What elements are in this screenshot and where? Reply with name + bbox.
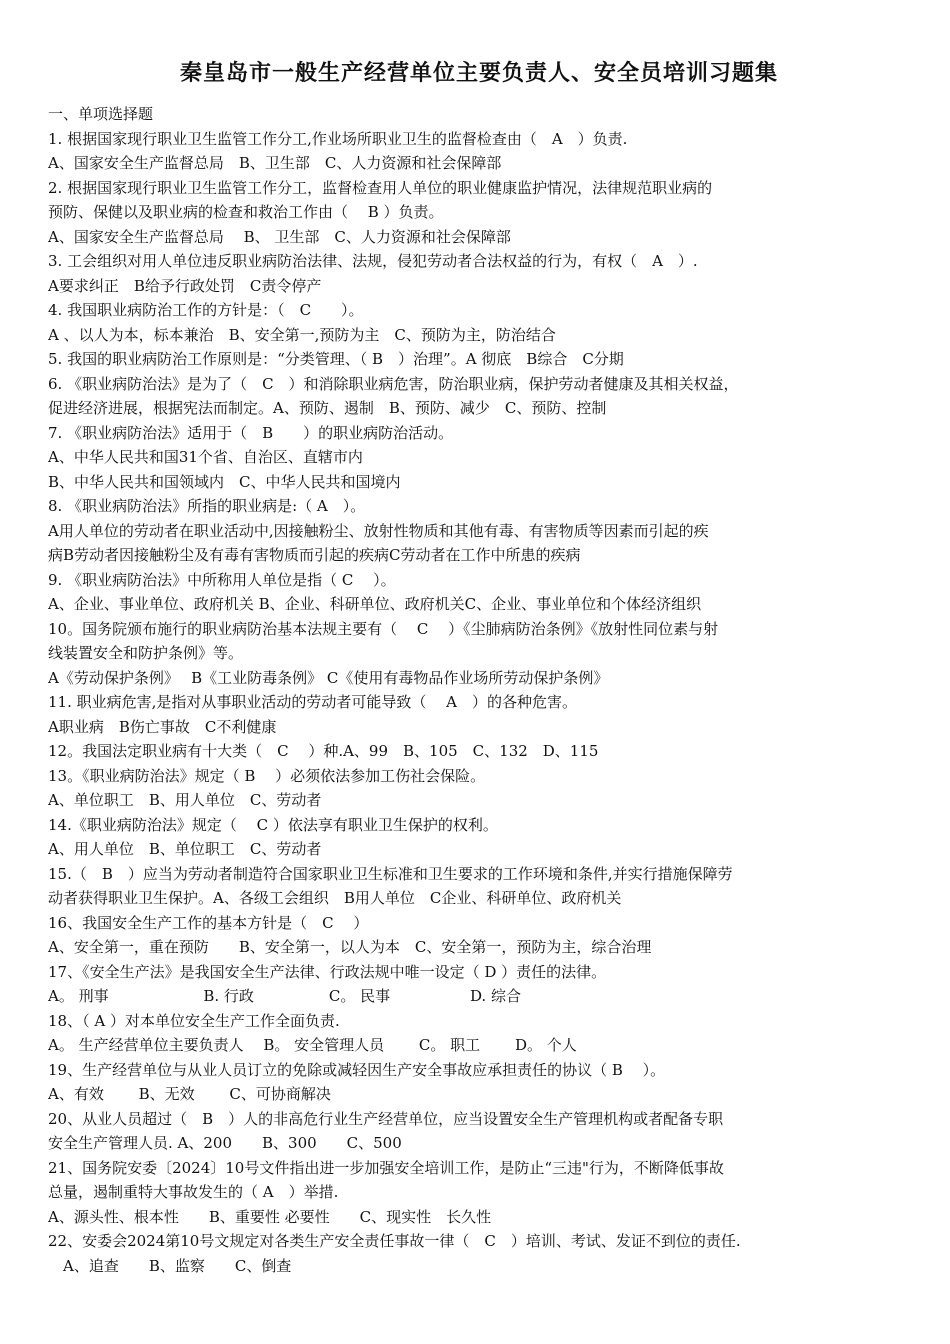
question-line: 5. 我国的职业病防治工作原则是：“分类管理、（ B ）治理”。A 彻底 B综合 C分期 [48, 350, 624, 368]
question-line: 8. 《职业病防治法》所指的职业病是:（ A ）。 [48, 497, 366, 515]
question-line: 12。我国法定职业病有十大类（ C ）种.A、99 B、105 C、132 D、115 [48, 742, 599, 760]
question-line: 总量，遏制重特大事故发生的（ A ）举措. [48, 1183, 339, 1201]
question-line: 1. 根据国家现行职业卫生监管工作分工,作业场所职业卫生的监督检查由（ A ）负责. [48, 129, 628, 148]
question-line: A、用人单位 B、单位职工 C、劳动者 [48, 840, 322, 858]
question-line: A、国家安全生产监督总局 B、卫生部 C、人力资源和社会保障部 [48, 154, 502, 172]
question-line: A。 刑事 B. 行政 C。 民事 D. 综合 [48, 987, 521, 1005]
question-line: 10。国务院颁布施行的职业病防治基本法规主要有（ C ）《尘肺病防治条例》《放射性同位素与射 [48, 619, 719, 638]
question-line: A、源头性、根本性 B、重要性 必要性 C、现实性 长久性 [48, 1207, 492, 1226]
question-line: 16、我国安全生产工作的基本方针是（ C ） [48, 913, 369, 932]
question-line: 19、生产经营单位与从业人员订立的免除或减轻因生产安全事故应承担责任的协议（ B ）。 [48, 1060, 666, 1079]
question-line: 动者获得职业卫生保护。A、各级工会组织 B用人单位 C企业、科研单位、政府机关 [48, 889, 622, 907]
question-line: 17、《安全生产法》是我国安全生产法律、行政法规中唯一设定（ D ）责任的法律。 [48, 962, 607, 981]
question-line: A、中华人民共和国31个省、自治区、直辖市内 [48, 448, 363, 466]
question-line: A、单位职工 B、用人单位 C、劳动者 [48, 791, 322, 809]
question-line: 21、国务院安委〔2024〕10号文件指出进一步加强安全培训工作，是防止“三违"行为，不断降低事故 [48, 1158, 724, 1177]
question-line: A、追查 B、监察 C、倒查 [48, 1256, 292, 1275]
question-list [48, 127, 910, 1279]
question-line: A职业病 B伤亡事故 C不利健康 [48, 717, 277, 736]
question-line: A《劳动保护条例》 B《工业防毒条例》 C《使用有毒物品作业场所劳动保护条例》 [48, 668, 609, 687]
document-title: 秦皇岛市一般生产经营单位主要负责人、安全员培训习题集 [179, 61, 778, 86]
question-line: 促进经济进展，根据宪法而制定。A、预防、遏制 B、预防、减少 C、预防、控制 [48, 399, 607, 417]
section-title: 一、单项选择题 [48, 105, 154, 123]
question-line: A、有效 B、无效 C、可协商解决 [48, 1085, 331, 1103]
question-line: 20、从业人员超过（ B ）人的非高危行业生产经营单位，应当设置安全生产管理机构或者配备专职 [48, 1109, 724, 1128]
question-line: 7. 《职业病防治法》适用于（ B ）的职业病防治活动。 [48, 423, 454, 442]
question-line: B、中华人民共和国领域内 C、中华人民共和国境内 [48, 472, 401, 491]
question-line: 6. 《职业病防治法》是为了（ C ）和消除职业病危害，防治职业病，保护劳动者健康及其相关权益， [48, 374, 739, 393]
question-line: 2. 根据国家现行职业卫生监管工作分工，监督检查用人单位的职业健康监护情况，法律规范职业病的 [48, 178, 713, 197]
question-line: 9. 《职业病防治法》中所称用人单位是指（ C ）。 [48, 570, 396, 589]
question-line: A、企业、事业单位、政府机关 B、企业、科研单位、政府机关C、企业、事业单位和个体经济组织 [48, 595, 702, 613]
question-line: 13。《职业病防治法》规定（ B ）必须依法参加工伤社会保险。 [48, 766, 486, 785]
question-line: A。 生产经营单位主要负责人 B。 安全管理人员 C。 职工 D。 个人 [48, 1036, 577, 1054]
question-line: 22、安委会2024第10号文规定对各类生产安全责任事故一律（ C ）培训、考试、发证不到位的责任. [48, 1232, 741, 1250]
question-line: 14.《职业病防治法》规定（ C ）依法享有职业卫生保护的权利。 [48, 815, 498, 834]
question-line: 线装置安全和防护条例》等。 [48, 644, 244, 662]
question-line: A、安全第一，重在预防 B、安全第一，以人为本 C、安全第一，预防为主，综合治理 [48, 938, 652, 956]
question-line: A用人单位的劳动者在职业活动中,因接触粉尘、放射性物质和其他有毒、有害物质等因素而引起的疾 [48, 521, 709, 540]
question-line: 18、（ A ）对本单位安全生产工作全面负责. [48, 1011, 340, 1030]
question-line: 15.（ B ）应当为劳动者制造符合国家职业卫生标准和卫生要求的工作环境和条件,并实行措施保障劳 [48, 864, 733, 883]
question-line: A 、以人为本，标本兼治 B、安全第一,预防为主 C、预防为主，防治结合 [48, 325, 556, 344]
question-line: 3. 工会组织对用人单位违反职业病防治法律、法规，侵犯劳动者合法权益的行为，有权（ A ）. [48, 252, 698, 270]
question-line: 4. 我国职业病防治工作的方针是：（ C ）。 [48, 301, 364, 319]
question-line: 安全生产管理人员. A、200 B、300 C、500 [48, 1134, 402, 1152]
question-line: 预防、保健以及职业病的检查和救治工作由（ B ）负责。 [48, 203, 444, 221]
question-line: A、国家安全生产监督总局 B、 卫生部 C、人力资源和社会保障部 [48, 227, 511, 246]
question-line: A要求纠正 B给予行政处罚 C责令停产 [48, 276, 322, 295]
question-line: 11. 职业病危害,是指对从事职业活动的劳动者可能导致（ A ）的各种危害。 [48, 693, 577, 711]
question-line: 病B劳动者因接触粉尘及有毒有害物质而引起的疾病C劳动者在工作中所患的疾病 [48, 546, 581, 564]
